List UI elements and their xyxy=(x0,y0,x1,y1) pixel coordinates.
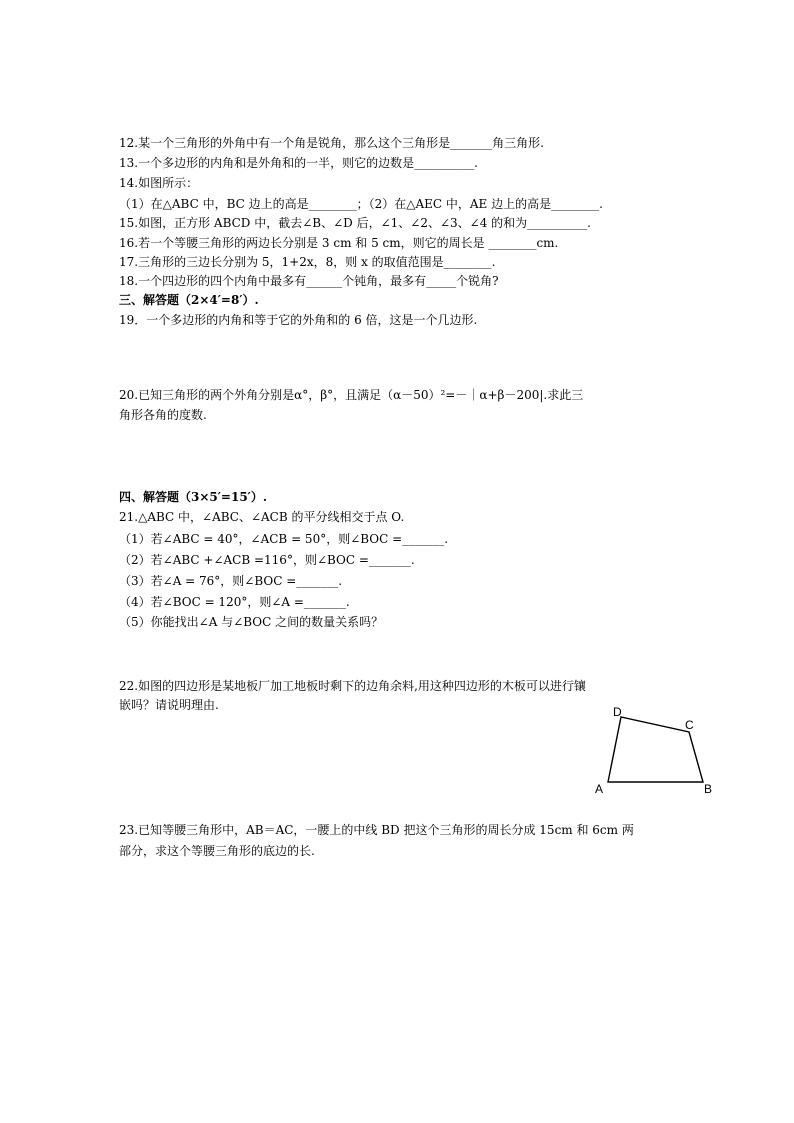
question-16: 16.若一个等腰三角形的两边长分别是 3 cm 和 5 cm，则它的周长是 ________cm. xyxy=(119,236,559,250)
vertex-label-b: B xyxy=(704,782,713,796)
question-15: 15.如图，正方形 ABCD 中，截去∠B、∠D 后，∠1、∠2、∠3、∠4 的和为__________. xyxy=(119,216,591,230)
question-23-line-2: 部分，求这个等腰三角形的底边的长. xyxy=(119,844,315,858)
question-19: 19．一个多边形的内角和等于它的外角和的 6 倍，这是一个几边形. xyxy=(119,313,478,327)
question-23-line-1: 23.已知等腰三角形中，AB＝AC，一腰上的中线 BD 把这个三角形的周长分成 15cm 和 6cm 两 xyxy=(119,823,634,837)
question-14-parts: （1）在△ABC 中，BC 边上的高是________；（2）在△AEC 中，AE 边上的高是________. xyxy=(119,197,603,211)
vertex-label-d: D xyxy=(613,705,622,719)
question-20-line-2: 角形各角的度数. xyxy=(119,408,207,422)
question-21-part-5: （5）你能找出∠A 与∠BOC 之间的数量关系吗？ xyxy=(119,615,384,629)
question-22-line-1: 22.如图的四边形是某地板厂加工地板时剩下的边角余料,用这种四边形的木板可以进行镶 xyxy=(119,679,586,693)
question-21: 21.△ABC 中，∠ABC、∠ACB 的平分线相交于点 O. xyxy=(119,510,405,524)
vertex-label-c: C xyxy=(685,718,694,732)
question-21-part-3: （3）若∠A = 76°，则∠BOC =_______. xyxy=(119,574,343,588)
question-21-part-2: （2）若∠ABC +∠ACB =116°，则∠BOC =_______. xyxy=(119,553,415,567)
quadrilateral-figure xyxy=(588,700,720,800)
question-20-line-1: 20.已知三角形的两个外角分别是α°，β°，且满足（α－50）²=－｜α+β－200|.求此三 xyxy=(119,388,584,402)
question-21-part-1: （1）若∠ABC = 40°，∠ACB = 50°，则∠BOC =_______. xyxy=(119,532,449,546)
question-18: 18.一个四边形的四个内角中最多有______个钝角，最多有_____个锐角? xyxy=(119,274,499,288)
section-3-heading: 三、解答题（2×4′=8′）. xyxy=(119,293,259,307)
section-4-heading: 四、解答题（3×5′=15′）. xyxy=(119,490,268,504)
question-17: 17.三角形的三边长分别为 5，1+2x，8，则 x 的取值范围是________. xyxy=(119,255,496,269)
question-13: 13.一个多边形的内角和是外角和的一半，则它的边数是__________. xyxy=(119,156,478,170)
question-12: 12.某一个三角形的外角中有一个角是锐角，那么这个三角形是_______角三角形. xyxy=(119,136,544,150)
question-21-part-4: （4）若∠BOC = 120°，则∠A =_______. xyxy=(119,595,350,609)
question-14: 14.如图所示： xyxy=(119,176,199,190)
question-22-line-2: 嵌吗？请说明理由. xyxy=(119,698,219,712)
vertex-label-a: A xyxy=(595,782,604,796)
